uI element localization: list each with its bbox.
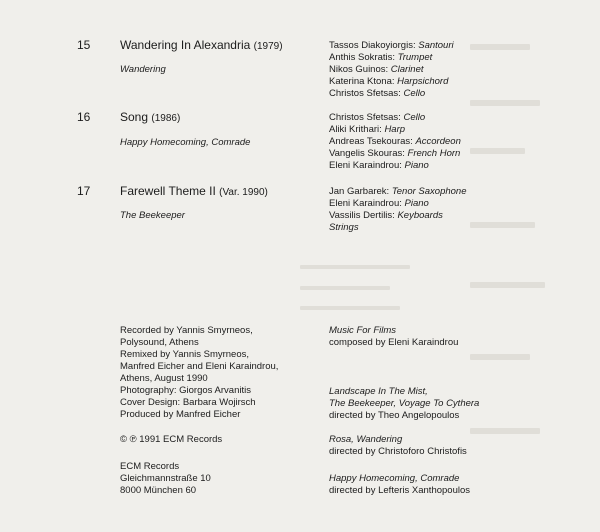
- track-title: [120, 38, 283, 52]
- performer: Aliki Krithari: Harp: [329, 124, 406, 135]
- credit-line: Photography: Giorgos Arvanitis: [120, 385, 251, 396]
- performer-list: [329, 40, 454, 100]
- track-year: (1979): [253, 41, 283, 52]
- credit-line: Recorded by Yannis Smyrneos,: [120, 325, 253, 336]
- film-titles: Landscape In The Mist,: [329, 386, 428, 397]
- credit-line: Polysound, Athens: [120, 337, 199, 348]
- track-film: The Beekeeper: [120, 210, 185, 221]
- films-title: Music For Films: [329, 325, 397, 336]
- director-credit: [329, 473, 470, 497]
- track-number: 16: [77, 110, 91, 124]
- address-line: Gleichmannstraße 10: [120, 473, 211, 484]
- track-year: (Var. 1990): [219, 187, 268, 198]
- credit-line: Produced by Manfred Eicher: [120, 409, 241, 420]
- performer: Tassos Diakoyiorgis: Santouri: [329, 40, 454, 51]
- track-title-text: Song: [120, 110, 149, 124]
- performer: Christos Sfetsas: Cello: [329, 88, 426, 99]
- track-film: Happy Homecoming, Comrade: [120, 137, 251, 148]
- track-number: 15: [77, 38, 91, 52]
- performer: Eleni Karaindrou: Piano: [329, 160, 429, 171]
- track-film: Wandering: [120, 64, 166, 75]
- performer: Vangelis Skouras: French Horn: [329, 148, 461, 159]
- performer-list: [329, 186, 467, 234]
- credit-line: Manfred Eicher and Eleni Karaindrou,: [120, 361, 279, 372]
- film-titles: The Beekeeper, Voyage To Cythera: [329, 398, 480, 409]
- director-credit: [329, 386, 479, 422]
- performer: Christos Sfetsas: Cello: [329, 112, 426, 123]
- performer: Katerina Ktona: Harpsichord: [329, 76, 449, 87]
- film-titles: Rosa, Wandering: [329, 434, 403, 445]
- track-year: (1986): [151, 113, 181, 124]
- performer: Anthis Sokratis: Trumpet: [329, 52, 433, 63]
- director-name: directed by Lefteris Xanthopoulos: [329, 485, 471, 496]
- track-title-text: Wandering In Alexandria: [120, 38, 251, 52]
- performer: Jan Garbarek: Tenor Saxophone: [329, 186, 467, 197]
- address-line: 8000 München 60: [120, 485, 197, 496]
- performer-list: [329, 112, 461, 172]
- track-title: [120, 184, 268, 198]
- copyright-notice: © ℗ 1991 ECM Records: [120, 434, 223, 445]
- track-title-text: Farewell Theme II: [120, 184, 216, 198]
- performer: Eleni Karaindrou: Piano: [329, 198, 429, 209]
- director-name: directed by Christoforo Christofis: [329, 446, 467, 457]
- track-title: [120, 110, 180, 124]
- director-credit: [329, 434, 467, 458]
- credit-line: Cover Design: Barbara Wojirsch: [120, 397, 256, 408]
- performer: Vassilis Dertilis: Keyboards: [329, 210, 443, 221]
- credit-line: Remixed by Yannis Smyrneos,: [120, 349, 250, 360]
- track-number: 17: [77, 184, 91, 198]
- films-heading: [329, 325, 458, 349]
- performer: Andreas Tsekouras: Accordeon: [329, 136, 461, 147]
- film-titles: Happy Homecoming, Comrade: [329, 473, 460, 484]
- label-address: [120, 461, 211, 497]
- credit-line: Athens, August 1990: [120, 373, 208, 384]
- performer: Nikos Guinos: Clarinet: [329, 64, 424, 75]
- production-credits: [120, 325, 278, 421]
- performer: Strings: [329, 222, 359, 233]
- films-composer: composed by Eleni Karaindrou: [329, 337, 459, 348]
- director-name: directed by Theo Angelopoulos: [329, 410, 460, 421]
- address-line: ECM Records: [120, 461, 180, 472]
